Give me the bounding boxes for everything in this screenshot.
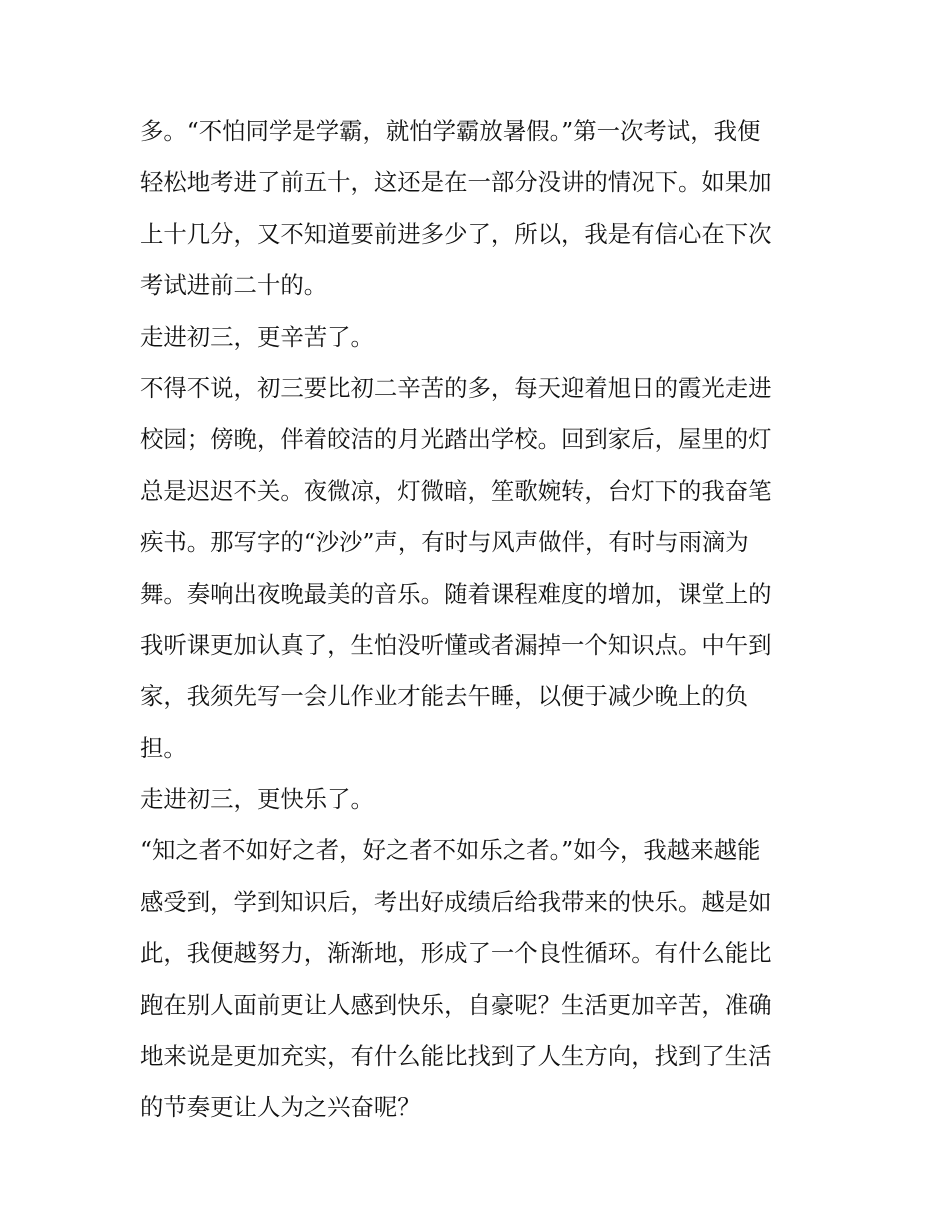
document-body <box>140 106 812 1134</box>
text-line: 轻松地考进了前五十，这还是在一部分没讲的情况下。如果加 <box>140 168 772 197</box>
text-line: 不得不说，初三要比初二辛苦的多，每天迎着旭日的霞光走进 <box>140 373 772 402</box>
text-line: 家，我须先写一会儿作业才能去午睡，以便于减少晚上的负 <box>140 682 749 711</box>
text-line: 担。 <box>140 733 187 762</box>
text-line: 疾书。那写字的“沙沙”声，有时与风声做伴，有时与雨滴为 <box>140 528 749 557</box>
text-line: 校园；傍晚，伴着皎洁的月光踏出学校。回到家后，屋里的灯 <box>140 425 772 454</box>
text-line: 感受到，学到知识后，考出好成绩后给我带来的快乐。越是如 <box>140 887 772 916</box>
text-line: 总是迟迟不关。夜微凉，灯微暗，笙歌婉转，台灯下的我奋笔 <box>140 476 772 505</box>
text-line: 的节奏更让人为之兴奋呢？ <box>140 1093 421 1122</box>
text-line: 考试进前二十的。 <box>140 271 328 300</box>
text-line: 跑在别人面前更让人感到快乐，自豪呢？生活更加辛苦，准确 <box>140 990 772 1019</box>
text-line: 此，我便越努力，渐渐地，形成了一个良性循环。有什么能比 <box>140 939 772 968</box>
text-line: 地来说是更加充实，有什么能比找到了人生方向，找到了生活 <box>140 1042 772 1071</box>
text-line: 我听课更加认真了，生怕没听懂或者漏掉一个知识点。中午到 <box>140 630 772 659</box>
text-line: 舞。奏响出夜晚最美的音乐。随着课程难度的增加，课堂上的 <box>140 579 772 608</box>
text-line: “知之者不如好之者，好之者不如乐之者。”如今，我越来越能 <box>140 836 761 865</box>
section-heading: 走进初三，更辛苦了。 <box>140 322 374 351</box>
text-line: 多。“不怕同学是学霸，就怕学霸放暑假。”第一次考试，我便 <box>140 117 761 145</box>
section-heading: 走进初三，更快乐了。 <box>140 785 374 814</box>
text-line: 上十几分，又不知道要前进多少了，所以，我是有信心在下次 <box>140 219 772 248</box>
